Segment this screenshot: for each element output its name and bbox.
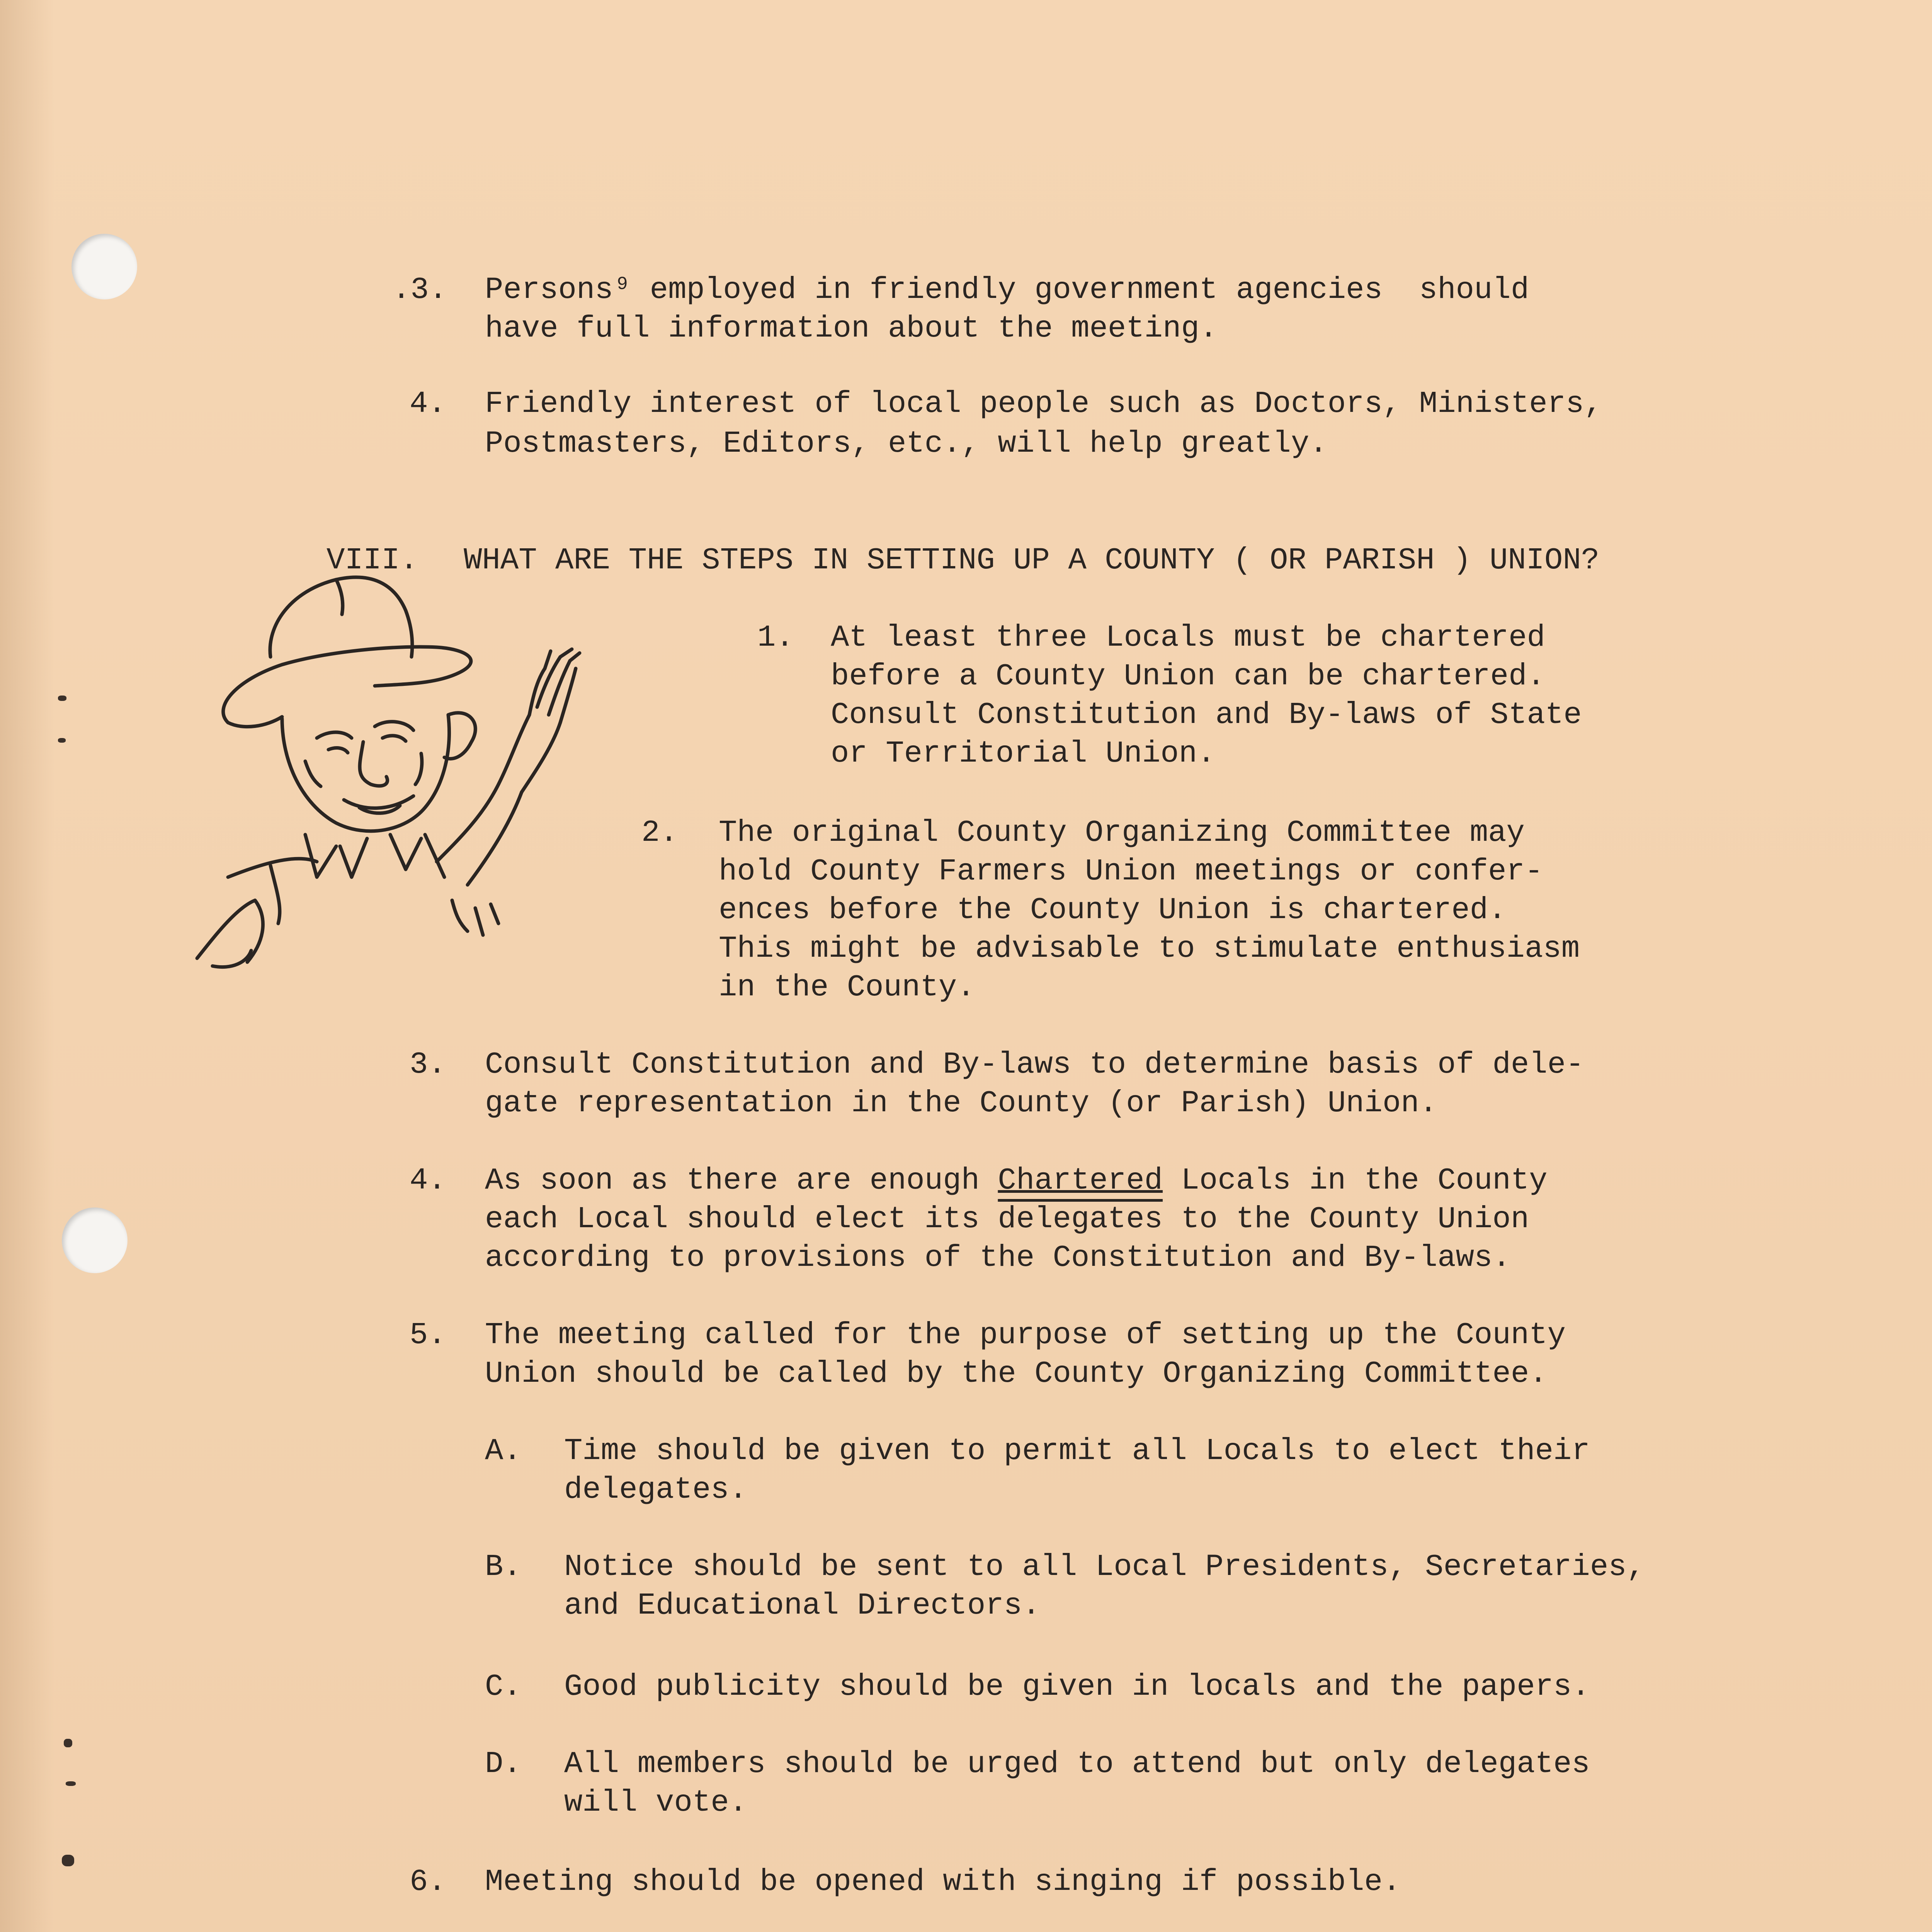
step-number: 1. (757, 620, 794, 655)
substep-text-line: delegates. (564, 1472, 748, 1507)
item-text-line: Postmasters, Editors, etc., will help greatly. (485, 426, 1328, 461)
step-text-line: This might be advisable to stimulate enthusiasm (719, 931, 1580, 966)
substep-letter: A. (485, 1434, 522, 1468)
step-text-line: in the County. (719, 970, 975, 1005)
step-text-line: The original County Organizing Committee may (719, 815, 1525, 850)
punch-hole-middle (62, 1208, 128, 1273)
section-title: WHAT ARE THE STEPS IN SETTING UP A COUNTY ( OR PARISH ) UNION? (464, 543, 1600, 578)
overlined-word: delegates (998, 1202, 1163, 1236)
item-text-line: have full information about the meeting. (485, 311, 1218, 346)
substep-text-line: will vote. (564, 1785, 748, 1820)
substep-letter: C. (485, 1669, 522, 1704)
margin-mark (64, 1739, 72, 1747)
step-text-line: ences before the County Union is chartered. (719, 893, 1507, 927)
step-text-line: Consult Constitution and By-laws to determine basis of dele- (485, 1047, 1584, 1082)
step-text-line: gate representation in the County (or Parish) Union. (485, 1086, 1438, 1121)
step-text-line: each Local should elect its delegates to the County Union (485, 1202, 1529, 1236)
step-text-line: The meeting called for the purpose of setting up the County (485, 1318, 1566, 1352)
farmer-waving-sketch-icon (189, 568, 730, 1001)
step-text-line: before a County Union can be chartered. (831, 659, 1545, 694)
step-text-line: or Territorial Union. (831, 736, 1216, 771)
item-number: 4. (410, 386, 446, 421)
step-number: 6. (410, 1864, 446, 1899)
step-text-line: As soon as there are enough Chartered Locals in the County (485, 1163, 1548, 1198)
step-number: 4. (410, 1163, 446, 1198)
punch-hole-top (71, 234, 137, 299)
margin-mark (58, 696, 66, 701)
step-number: 5. (410, 1318, 446, 1352)
section-roman-numeral: VIII. (327, 543, 418, 578)
substep-text-line: Time should be given to permit all Locals to elect their (564, 1434, 1590, 1468)
substep-text-line: Good publicity should be given in locals and the papers. (564, 1669, 1590, 1704)
substep-text-line: and Educational Directors. (564, 1588, 1041, 1623)
substep-letter: B. (485, 1549, 522, 1584)
step-text-line: At least three Locals must be chartered (831, 620, 1545, 655)
step-number: 2. (641, 815, 678, 850)
item-text-line: Persons⁹ employed in friendly government agencies should (485, 272, 1529, 307)
step-text-line: Union should be called by the County Organizing Committee. (485, 1356, 1548, 1391)
step-number: 3. (410, 1047, 446, 1082)
margin-mark (66, 1781, 76, 1786)
margin-mark (58, 738, 66, 743)
step-text-line: Consult Constitution and By-laws of State (831, 697, 1582, 732)
item-text-line: Friendly interest of local people such as Doctors, Ministers, (485, 386, 1602, 421)
item-number: .3. (392, 272, 447, 307)
step-text-line: hold County Farmers Union meetings or confer- (719, 854, 1543, 889)
step-text-line: according to provisions of the Constitution and By-laws. (485, 1240, 1511, 1275)
substep-text-line: Notice should be sent to all Local Presidents, Secretaries, (564, 1549, 1645, 1584)
step-text-line: Meeting should be opened with singing if possible. (485, 1864, 1401, 1899)
margin-mark (62, 1855, 74, 1866)
underlined-word: Chartered (998, 1163, 1163, 1198)
substep-letter: D. (485, 1747, 522, 1781)
substep-text-line: All members should be urged to attend but only delegates (564, 1747, 1590, 1781)
